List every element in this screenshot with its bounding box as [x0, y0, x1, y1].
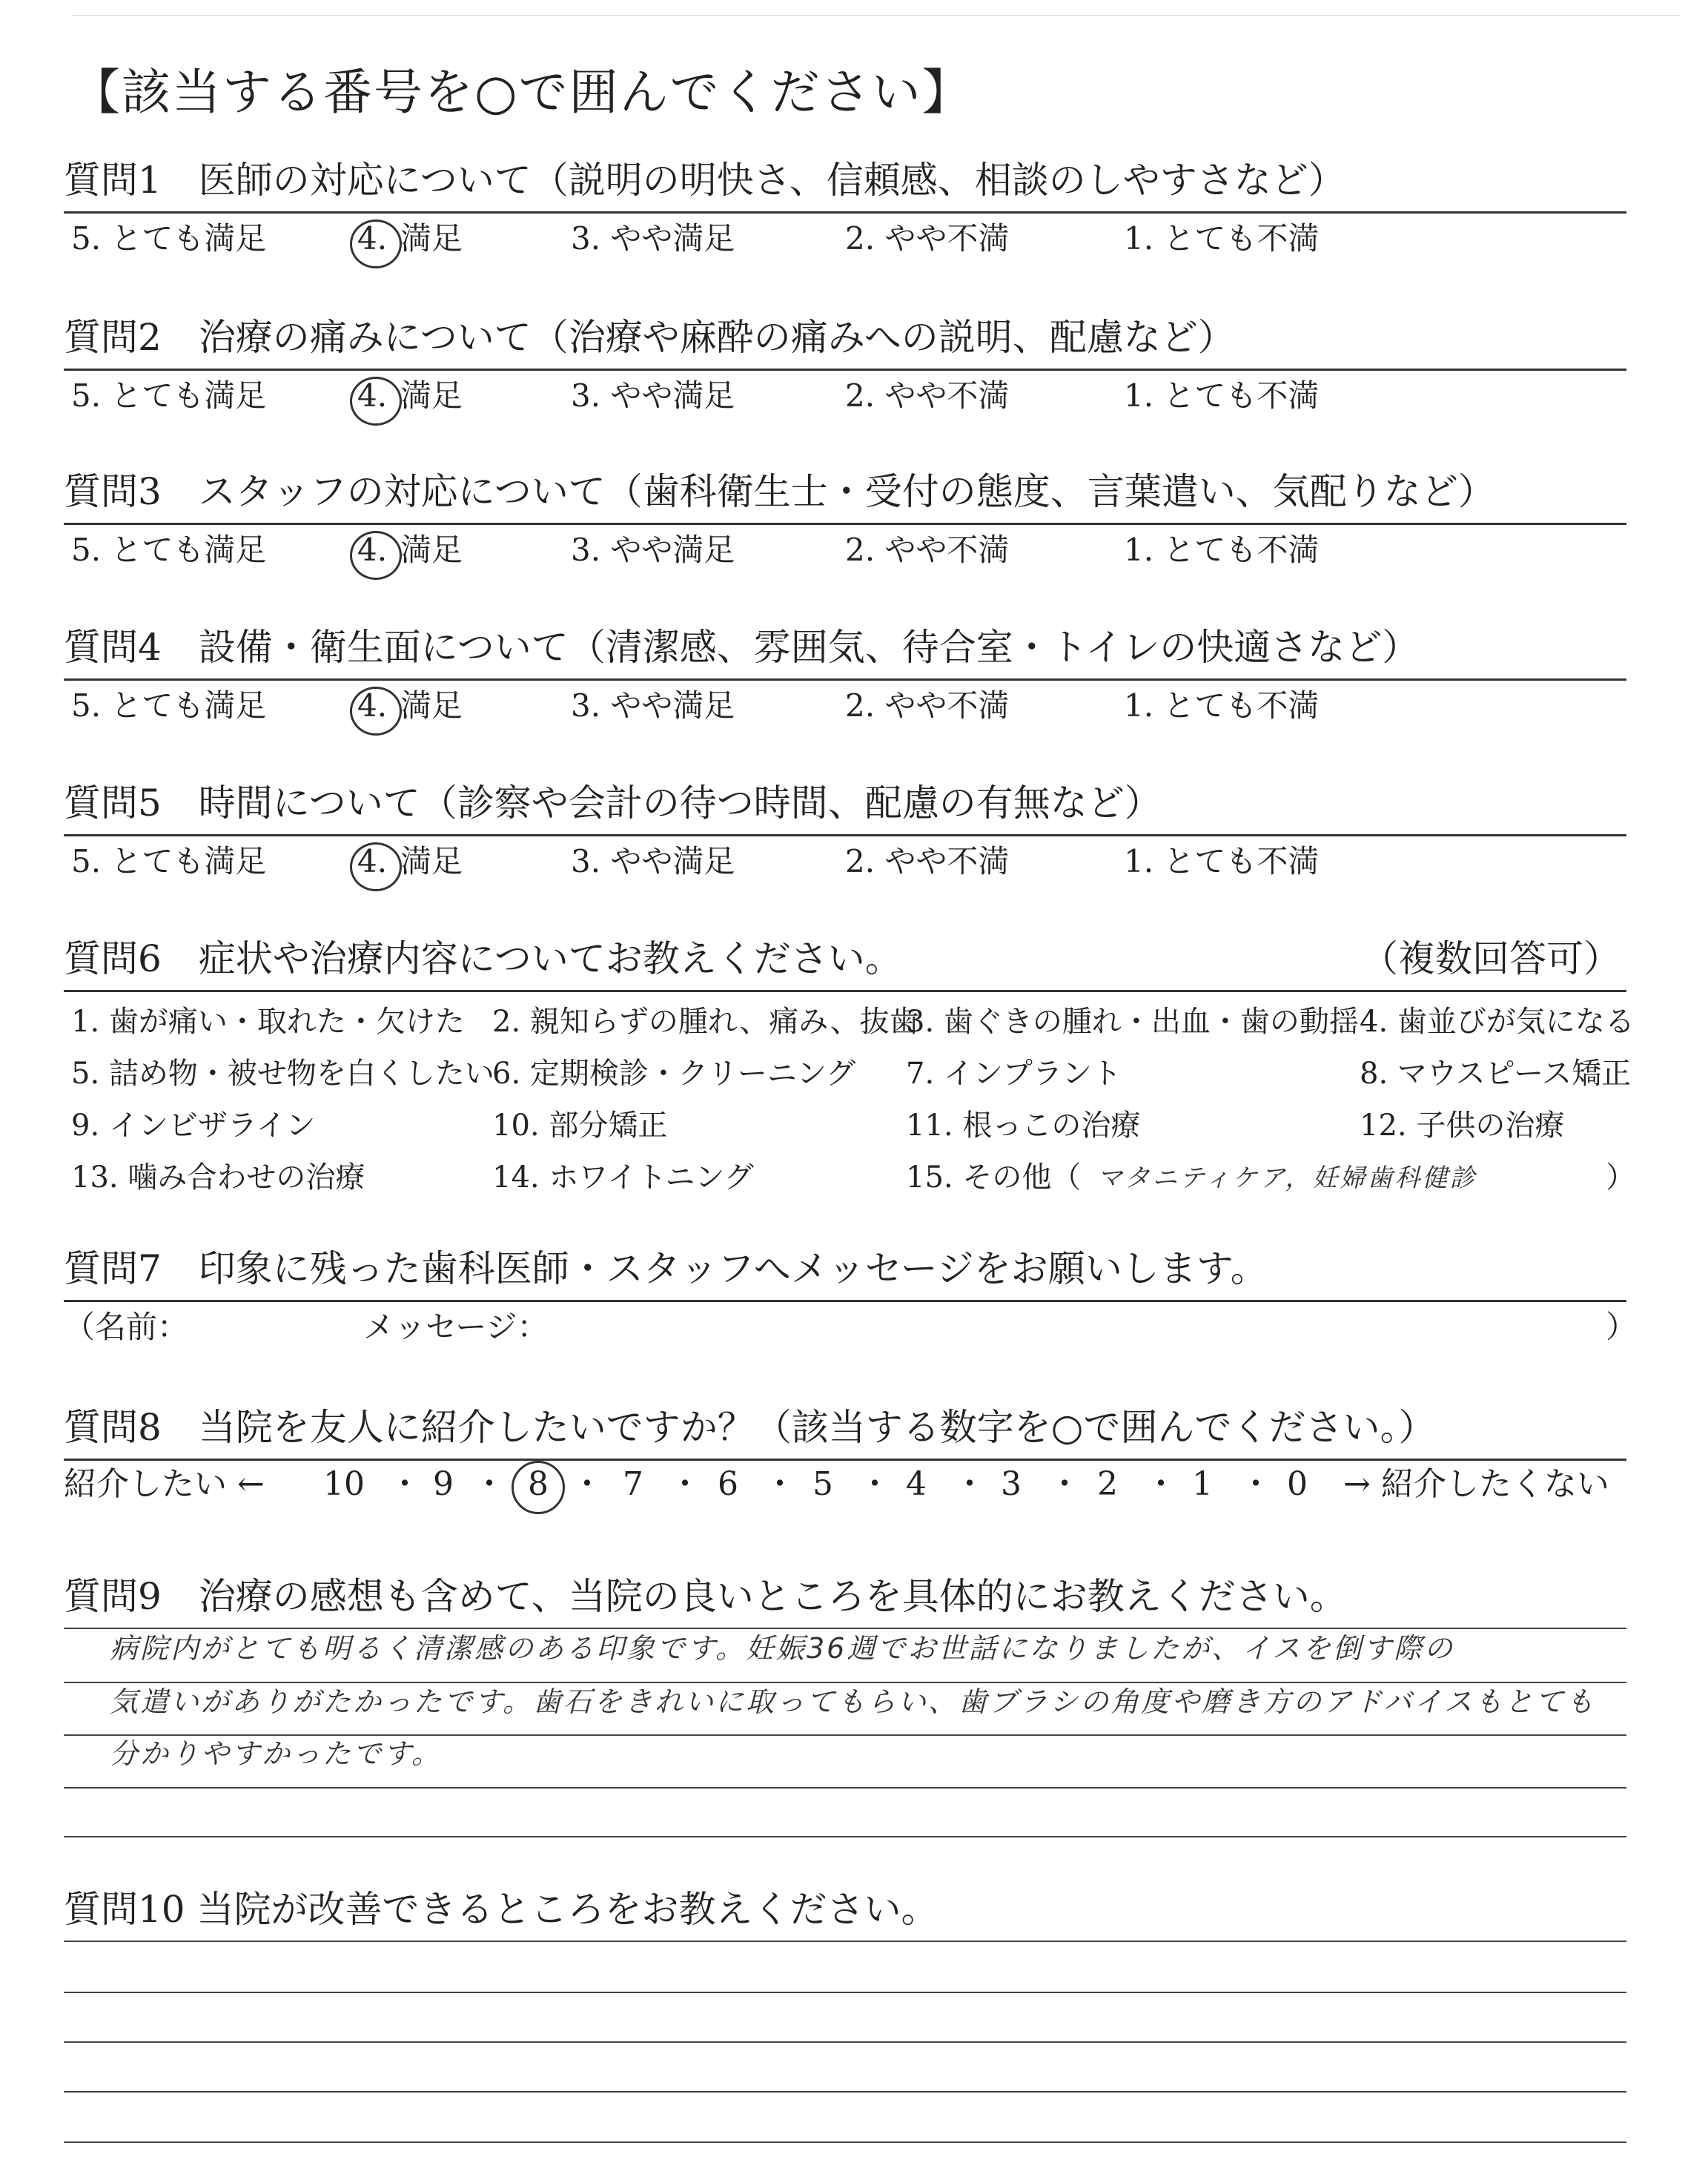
q10-heading: 質問10 当院が改善できるところをお教えください。	[64, 1888, 939, 1931]
q8-number-1[interactable]: 1	[1192, 1465, 1213, 1503]
q9-heading: 質問9 治療の感想も含めて、当院の良いところを具体的にお教えください。	[64, 1575, 1347, 1618]
q8-heading: 質問8 当院を友人に紹介したいですか？（該当する数字を○で囲んでください。）	[64, 1406, 1436, 1449]
q3-heading: 質問3 スタッフの対応について（歯科衛生士・受付の態度、言葉遣い、気配りなど）	[64, 470, 1495, 513]
q8-separator: ・	[1145, 1465, 1177, 1503]
q8-number-4[interactable]: 4	[906, 1465, 927, 1503]
q3-option-2[interactable]: 2. やや不満	[845, 532, 1010, 568]
q8-number-6[interactable]: 6	[718, 1465, 738, 1503]
q1-option-2[interactable]: 2. やや不満	[845, 220, 1010, 257]
q3-option-1[interactable]: 1. とても不満	[1124, 532, 1320, 568]
q1-selected-circle	[350, 219, 402, 268]
q7-name-label: （名前：	[64, 1309, 189, 1345]
q1-option-1[interactable]: 1. とても不満	[1124, 220, 1320, 257]
q6-option-11[interactable]: 11. 根っこの治療	[906, 1109, 1141, 1143]
q3-rule	[64, 523, 1626, 525]
q3-selected-circle	[350, 531, 402, 580]
q9-answer-line-1[interactable]: 病院内がとても明るく清潔感のある印象です。妊娠36週でお世話になりましたが、イスを倒す際の	[110, 1632, 1454, 1665]
q8-separator: ・	[388, 1465, 421, 1503]
q6-option-5[interactable]: 5. 詰め物・被せ物を白くしたい	[71, 1057, 494, 1091]
q5-selected-circle	[350, 842, 402, 891]
q9-answer-line-2[interactable]: 気遣いがありがたかったです。歯石をきれいに取ってもらい、歯ブラシの角度や磨き方のアドバイスもとても	[110, 1685, 1596, 1718]
q2-option-4-label[interactable]: 満足	[400, 377, 463, 414]
q8-number-8[interactable]: 8	[528, 1465, 549, 1503]
q8-separator: ・	[571, 1465, 603, 1503]
q5-option-1[interactable]: 1. とても不満	[1124, 843, 1320, 879]
q8-separator: ・	[1048, 1465, 1081, 1503]
q7-close: ）	[1606, 1309, 1638, 1345]
page-title: 【該当する番号を○で囲んでください】	[71, 64, 973, 121]
q4-option-5[interactable]: 5. とても満足	[71, 687, 267, 724]
q8-separator: ・	[953, 1465, 986, 1503]
q6-option-14[interactable]: 14. ホワイトニング	[492, 1160, 754, 1195]
q2-selected-circle	[350, 377, 402, 426]
q8-number-3[interactable]: 3	[1001, 1465, 1022, 1503]
q5-rule	[64, 834, 1626, 836]
q9-line-5	[64, 1836, 1626, 1837]
q5-option-5[interactable]: 5. とても満足	[71, 843, 267, 879]
q6-option-9[interactable]: 9. インビザライン	[71, 1109, 316, 1143]
q6-rule	[64, 990, 1626, 992]
q5-option-3[interactable]: 3. やや満足	[571, 843, 735, 879]
q4-selected-circle	[350, 687, 402, 736]
q8-rule	[64, 1459, 1626, 1461]
q2-rule	[64, 369, 1626, 371]
q10-line-5	[64, 2141, 1626, 2143]
page-top-edge	[71, 15, 1680, 16]
q8-separator: ・	[669, 1465, 701, 1503]
q4-option-2[interactable]: 2. やや不満	[845, 687, 1010, 724]
q6-other-close: ）	[1606, 1160, 1635, 1195]
q8-number-10[interactable]: 10	[323, 1465, 365, 1503]
q8-number-2[interactable]: 2	[1097, 1465, 1118, 1503]
q6-heading: 質問6 症状や治療内容についてお教えください。	[64, 937, 902, 980]
q6-multiple-note: （複数回答可）	[1361, 937, 1621, 980]
q5-option-4-number[interactable]: 4.	[357, 843, 388, 879]
q2-option-1[interactable]: 1. とても不満	[1124, 377, 1320, 414]
q8-number-9[interactable]: 9	[433, 1465, 454, 1503]
q5-heading: 質問5 時間について（診察や会計の待つ時間、配慮の有無など）	[64, 782, 1162, 825]
q6-option-8[interactable]: 8. マウスピース矯正	[1360, 1057, 1632, 1091]
q6-other-handwritten[interactable]: マタニティケア，妊婦歯科健診	[1097, 1163, 1477, 1193]
q10-line-2	[64, 1992, 1626, 1993]
q5-option-4-label[interactable]: 満足	[400, 843, 463, 879]
q1-option-4-number[interactable]: 4.	[357, 220, 388, 257]
q6-option-6[interactable]: 6. 定期検診・クリーニング	[492, 1057, 856, 1091]
q2-option-3[interactable]: 3. やや満足	[571, 377, 735, 414]
q4-rule	[64, 678, 1626, 681]
q1-option-5[interactable]: 5. とても満足	[71, 220, 267, 257]
q6-option-10[interactable]: 10. 部分矯正	[492, 1109, 668, 1143]
q3-option-3[interactable]: 3. やや満足	[571, 532, 735, 568]
q8-number-5[interactable]: 5	[812, 1465, 833, 1503]
q6-option-12[interactable]: 12. 子供の治療	[1360, 1109, 1565, 1143]
q9-line-4	[64, 1787, 1626, 1789]
q4-option-3[interactable]: 3. やや満足	[571, 687, 735, 724]
q8-right-label: → 紹介したくない	[1343, 1465, 1609, 1503]
q6-option-1[interactable]: 1. 歯が痛い・取れた・欠けた	[71, 1005, 465, 1039]
q4-option-4-label[interactable]: 満足	[400, 687, 463, 724]
q6-option-4[interactable]: 4. 歯並びが気になる	[1360, 1005, 1635, 1039]
q1-rule	[64, 211, 1626, 214]
q8-separator: ・	[858, 1465, 891, 1503]
q9-answer-line-3[interactable]: 分かりやすかったです。	[110, 1737, 442, 1770]
q4-heading: 質問4 設備・衛生面について（清潔感、雰囲気、待合室・トイレの快適さなど）	[64, 626, 1420, 669]
q2-option-2[interactable]: 2. やや不満	[845, 377, 1010, 414]
q6-option-7[interactable]: 7. インプラント	[906, 1057, 1122, 1091]
q6-option-13[interactable]: 13. 噛み合わせの治療	[71, 1160, 365, 1195]
q7-heading: 質問7 印象に残った歯科医師・スタッフへメッセージをお願いします。	[64, 1247, 1268, 1290]
q3-option-4-number[interactable]: 4.	[357, 532, 388, 568]
q10-line-3	[64, 2041, 1626, 2043]
q5-option-2[interactable]: 2. やや不満	[845, 843, 1010, 879]
q8-number-7[interactable]: 7	[623, 1465, 643, 1503]
q7-rule	[64, 1300, 1626, 1302]
q3-option-4-label[interactable]: 満足	[400, 532, 463, 568]
q10-line-1	[64, 1941, 1626, 1942]
q8-left-label: 紹介したい ←	[64, 1465, 265, 1503]
q3-option-5[interactable]: 5. とても満足	[71, 532, 267, 568]
q4-option-4-number[interactable]: 4.	[357, 687, 388, 724]
q4-option-1[interactable]: 1. とても不満	[1124, 687, 1320, 724]
q6-option-3[interactable]: 3. 歯ぐきの腫れ・出血・歯の動揺	[906, 1005, 1359, 1039]
q1-heading: 質問1 医師の対応について（説明の明快さ、信頼感、相談のしやすさなど）	[64, 159, 1345, 202]
q8-separator: ・	[764, 1465, 796, 1503]
q8-separator: ・	[1239, 1465, 1272, 1503]
q8-number-0[interactable]: 0	[1287, 1465, 1308, 1503]
q1-option-4-label[interactable]: 満足	[400, 220, 463, 257]
q1-option-3[interactable]: 3. やや満足	[571, 220, 735, 257]
q6-option-2[interactable]: 2. 親知らずの腫れ、痛み、抜歯	[492, 1005, 919, 1039]
q2-heading: 質問2 治療の痛みについて（治療や麻酔の痛みへの説明、配慮など）	[64, 316, 1235, 359]
q10-line-4	[64, 2091, 1626, 2093]
q8-separator: ・	[473, 1465, 506, 1503]
q6-option-15[interactable]: 15. その他（	[906, 1160, 1082, 1195]
q8-selected-circle	[512, 1461, 565, 1514]
q2-option-4-number[interactable]: 4.	[357, 377, 388, 414]
q7-message-label: メッセージ：	[363, 1309, 549, 1345]
q2-option-5[interactable]: 5. とても満足	[71, 377, 267, 414]
